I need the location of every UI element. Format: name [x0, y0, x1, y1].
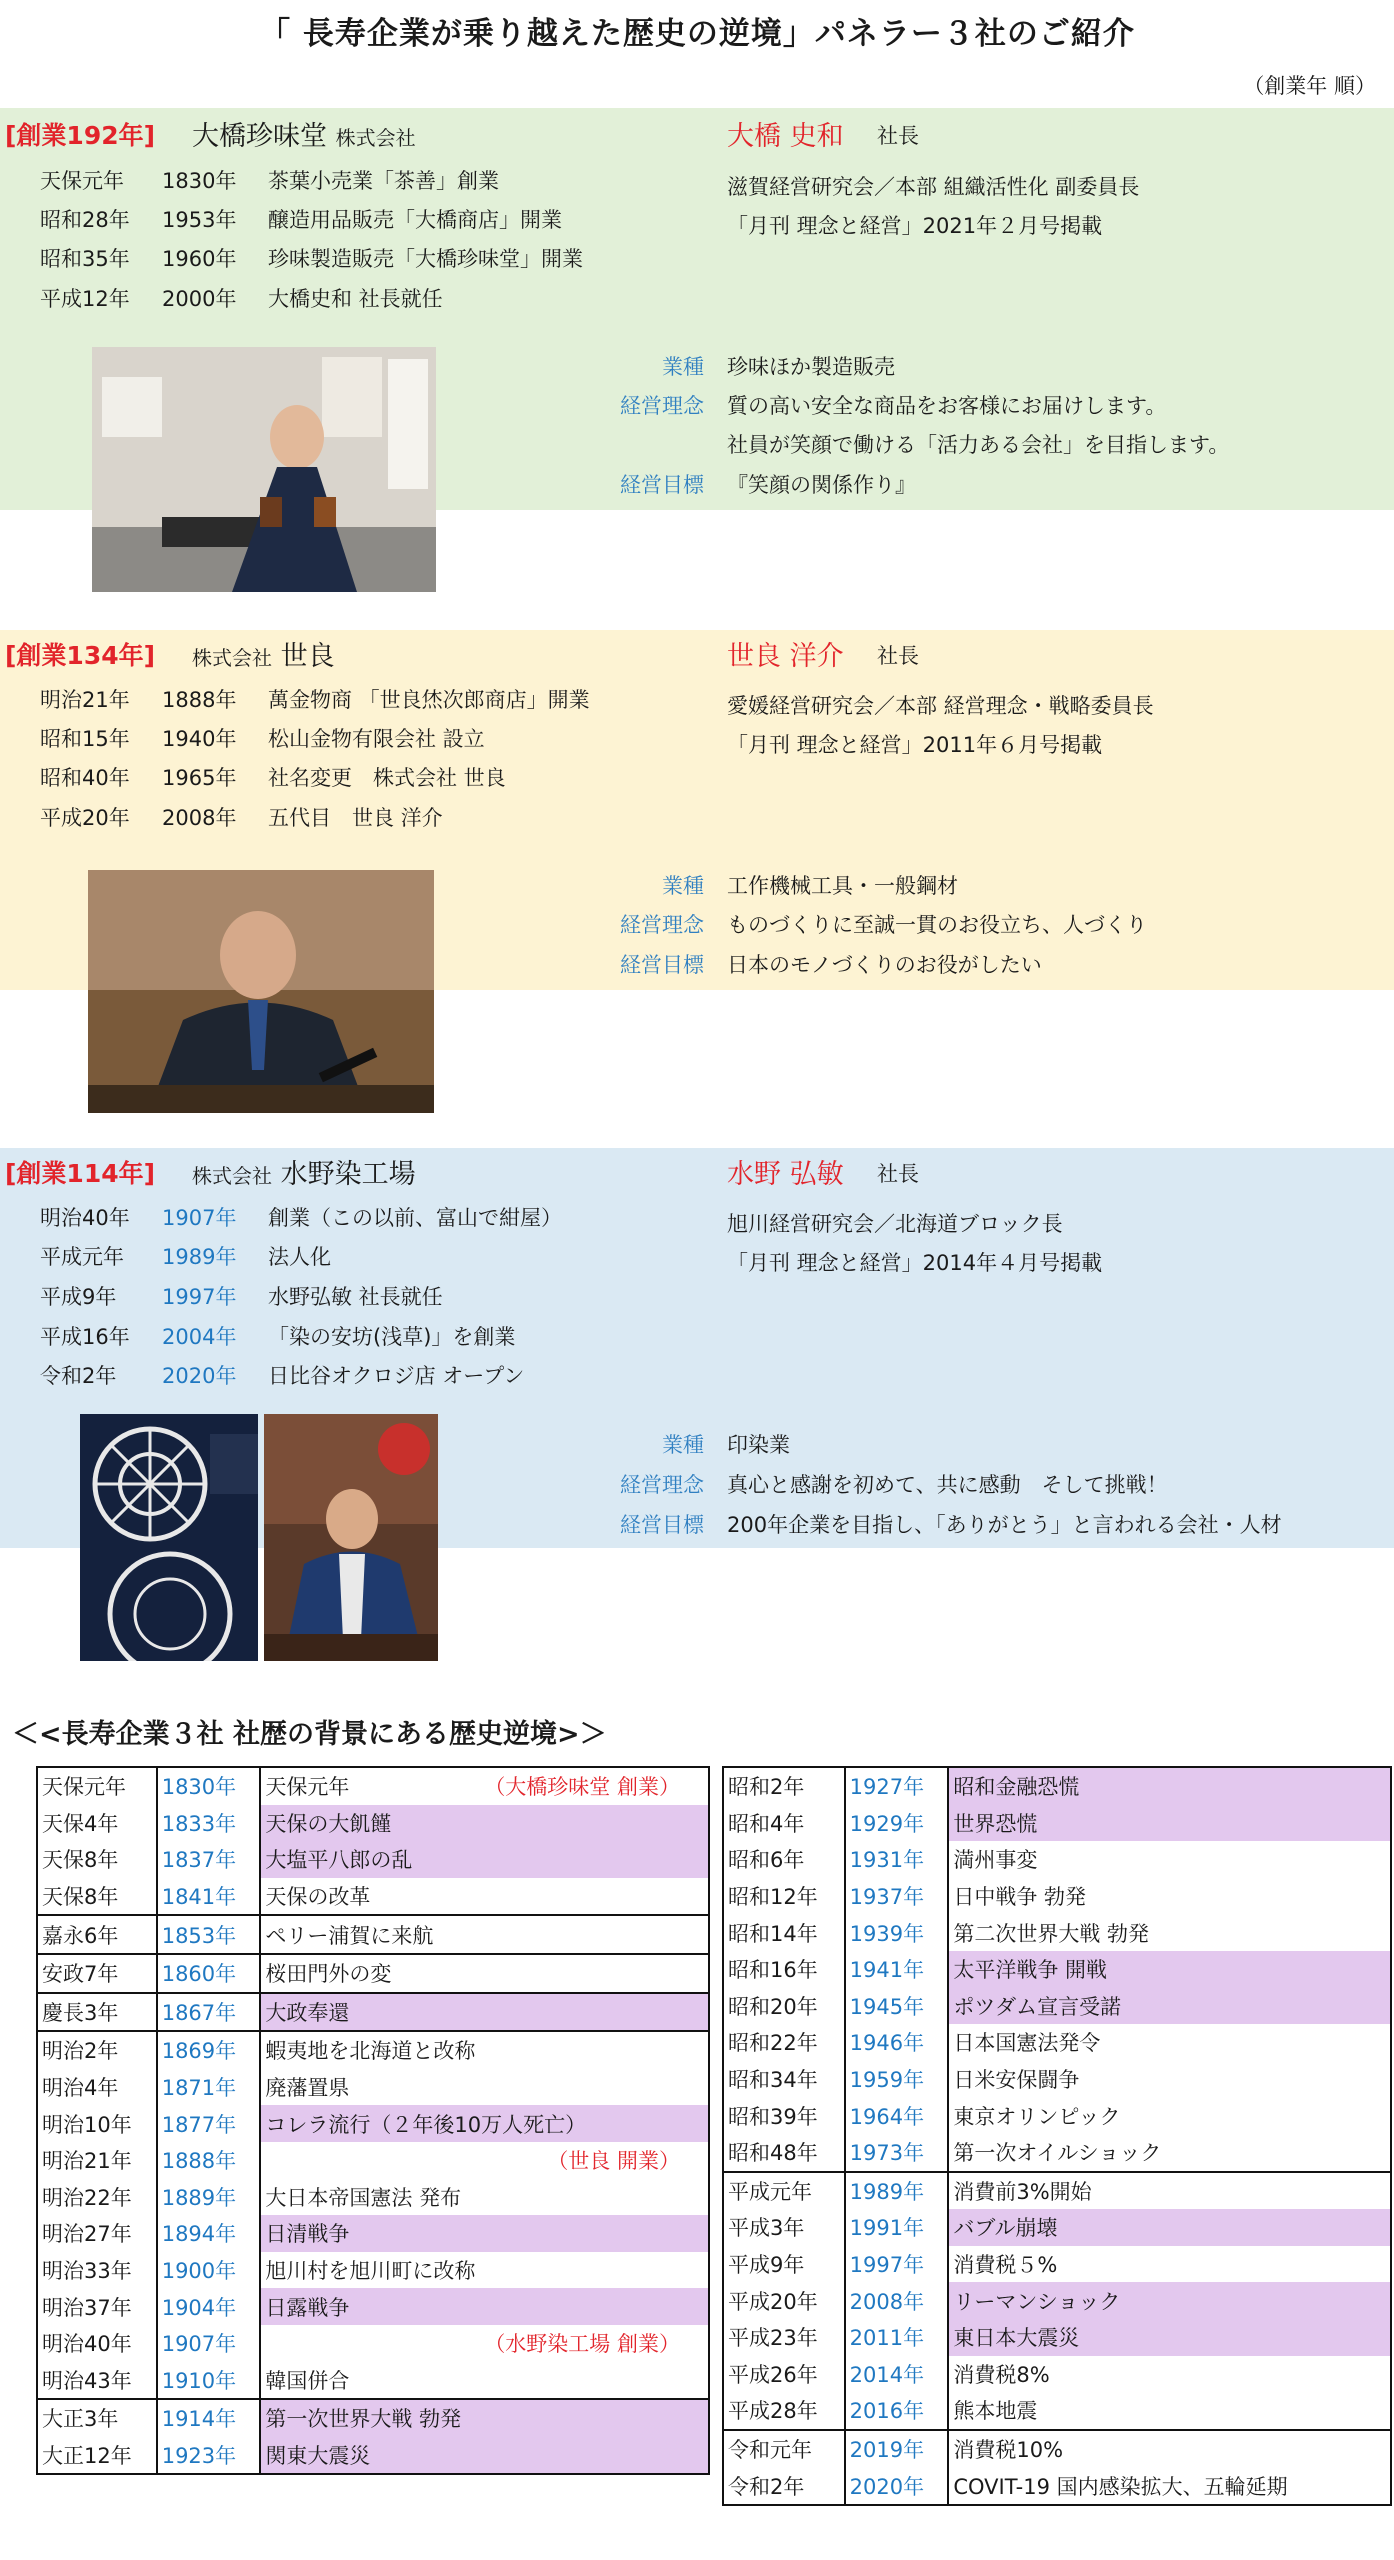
president-photo: [264, 1414, 438, 1661]
label-industry: 業種: [662, 355, 704, 379]
table-row: 昭和6年 1931年 満州事変: [723, 1841, 1391, 1878]
table-row: 明治2年 1869年 蝦夷地を北海道と改称: [37, 2031, 709, 2069]
dyed-fabric-photo: [80, 1414, 258, 1661]
table-row: 天保8年 1837年 大塩平八郎の乱: [37, 1841, 709, 1878]
table-row: 昭和39年 1964年 東京オリンピック: [723, 2097, 1391, 2134]
table-row: 明治4年 1871年 廃藩置県: [37, 2069, 709, 2106]
company-name: 株式会社 水野染工場: [192, 1159, 416, 1190]
table-row: 平成23年 2011年 東日本大震災: [723, 2319, 1391, 2356]
table-row: 明治40年 1907年 （水野染工場 創業）: [37, 2325, 709, 2362]
label-goal: 経営目標: [620, 953, 704, 977]
profile-line: 旭川経営研究会／北海道ブロック長: [727, 1212, 1063, 1236]
company-name: 株式会社 世良: [192, 641, 335, 672]
table-row: 天保元年 1830年 天保元年 （大橋珍味堂 創業）: [37, 1767, 709, 1805]
table-row: 安政7年 1860年 桜田門外の変: [37, 1954, 709, 1993]
page-title: 「 長寿企業が乗り越えた歴史の逆境」パネラー３社のご紹介: [259, 16, 1135, 52]
table-row: 平成28年 2016年 熊本地震: [723, 2392, 1391, 2430]
table-row: 昭和22年 1946年 日本国憲法発令: [723, 2024, 1391, 2061]
label-goal: 経営目標: [620, 1513, 704, 1537]
table-row: 天保4年 1833年 天保の大飢饉: [37, 1805, 709, 1842]
label-philosophy: 経営理念: [620, 1473, 704, 1497]
table-row: 平成元年 1989年 消費前3%開始: [723, 2172, 1391, 2210]
label-philosophy: 経営理念: [620, 913, 704, 937]
table-row: 明治22年 1889年 大日本帝国憲法 発布: [37, 2179, 709, 2216]
profile-line: 「月刊 理念と経営」2011年６月号掲載: [727, 733, 1103, 757]
table-row: 令和2年 2020年 COVIT-19 国内感染拡大、五輪延期: [723, 2467, 1391, 2505]
table-row: 昭和16年 1941年 太平洋戦争 開戦: [723, 1951, 1391, 1988]
profile-line: 愛媛経営研究会／本部 経営理念・戦略委員長: [727, 694, 1154, 718]
company-panel-sera: [創業134年] 株式会社 世良 世良 洋介 社長 明治21年 1888年 萬金物商 「世良烋次郎商店」開業 昭和15年 1940年 松山金物有限会社 設立 昭和40年 1965年 社名変更 株式会社 世良 平成20年 2008年 五代目 世良 洋介 愛媛経営研究会／本部 経営理念・戦略委員長 「月刊 理念と経営」2011年６月号掲載 業種 工作機械工具・一般鋼材 経営理念 ものづくりに至誠一貫のお役立ち、人づくり 経営目標 日本のモノづくりのお役がしたい: [0, 630, 1394, 990]
label-industry: 業種: [662, 1433, 704, 1457]
table-row: 昭和12年 1937年 日中戦争 勃発: [723, 1878, 1391, 1915]
company-age: [創業192年]: [5, 121, 156, 150]
president-title: 社長: [877, 1162, 919, 1186]
table-row: 慶長3年 1867年 大政奉還: [37, 1993, 709, 2032]
table-row: 昭和34年 1959年 日米安保闘争: [723, 2061, 1391, 2098]
company-age: [創業134年]: [5, 641, 156, 670]
company-name: 大橋珍味堂 株式会社: [192, 121, 416, 152]
tables-heading: ＜<長寿企業３社 社歴の背景にある歴史逆境>＞: [12, 1719, 607, 1750]
history-table-right: [722, 1766, 1392, 2506]
table-row: 明治27年 1894年 日清戦争: [37, 2215, 709, 2252]
president-title: 社長: [877, 644, 919, 668]
table-row: 昭和2年 1927年 昭和金融恐慌: [723, 1767, 1391, 1805]
label-philosophy: 経営理念: [620, 394, 704, 418]
president-title: 社長: [877, 124, 919, 148]
table-row: 平成3年 1991年 バブル崩壊: [723, 2209, 1391, 2246]
table-row: 昭和4年 1929年 世界恐慌: [723, 1805, 1391, 1842]
table-row: 昭和20年 1945年 ポツダム宣言受諾: [723, 1988, 1391, 2025]
history-table-left: [36, 1766, 710, 2475]
profile-line: 「月刊 理念と経営」2014年４月号掲載: [727, 1251, 1103, 1275]
company-age: [創業114年]: [5, 1159, 156, 1188]
table-row: 平成9年 1997年 消費税５%: [723, 2246, 1391, 2283]
table-row: 大正12年 1923年 関東大震災: [37, 2437, 709, 2475]
table-row: 昭和48年 1973年 第一次オイルショック: [723, 2134, 1391, 2172]
table-row: 明治21年 1888年 （世良 開業）: [37, 2142, 709, 2179]
profile-line: 滋賀経営研究会／本部 組織活性化 副委員長: [727, 175, 1140, 199]
president-photo: [88, 870, 434, 1113]
company-panel-mizuno: [創業114年] 株式会社 水野染工場 水野 弘敏 社長 明治40年 1907年 創業（この以前、富山で紺屋） 平成元年 1989年 法人化 平成9年 1997年 水野弘敏 社長就任 平成16年 2004年 「染の安坊(浅草)」を創業 令和2年 2020年 日比谷オクロジ店 オープン 旭川経営研究会／北海道ブロック長 「月刊 理念と経営」2014年４月号掲載 業種 印染業 経営理念 真心と感謝を初めて、共に感動 そして挑戦！ 経営目標 200年企業を目指し、「ありがとう」と言われる会社・人材: [0, 1148, 1394, 1548]
table-row: 明治33年 1900年 旭川村を旭川町に改称: [37, 2252, 709, 2289]
table-row: 嘉永6年 1853年 ペリー浦賀に来航: [37, 1915, 709, 1954]
table-row: 明治37年 1904年 日露戦争: [37, 2288, 709, 2325]
company-panel-ohashi: [創業192年] 大橋珍味堂 株式会社 大橋 史和 社長 天保元年 1830年 茶葉小売業「茶善」創業 昭和28年 1953年 醸造用品販売「大橋商店」開業 昭和35年 1960年 珍味製造販売「大橋珍味堂」開業 平成12年 2000年 大橋史和 社長就任 滋賀経営研究会／本部 組織活性化 副委員長 「月刊 理念と経営」2021年２月号掲載 業種 珍味ほか製造販売 経営理念 質の高い安全な商品をお客様にお届けします。 社員が笑顔で働ける「活力ある会社」を目指します。 経営目標 『笑顔の関係作り』: [0, 108, 1394, 510]
president-photo: [92, 347, 436, 592]
label-goal: 経営目標: [620, 473, 704, 497]
table-row: 平成26年 2014年 消費税8%: [723, 2356, 1391, 2393]
president-name: 水野 弘敏: [727, 1159, 844, 1190]
table-row: 昭和14年 1939年 第二次世界大戦 勃発: [723, 1914, 1391, 1951]
table-row: 天保8年 1841年 天保の改革: [37, 1878, 709, 1916]
table-row: 令和元年 2019年 消費税10%: [723, 2430, 1391, 2468]
profile-line: 「月刊 理念と経営」2021年２月号掲載: [727, 214, 1103, 238]
label-industry: 業種: [662, 874, 704, 898]
table-row: 明治10年 1877年 コレラ流行（２年後10万人死亡）: [37, 2105, 709, 2142]
order-note: （創業年 順）: [1243, 74, 1376, 98]
president-name: 世良 洋介: [727, 641, 844, 672]
president-name: 大橋 史和: [727, 121, 844, 152]
table-row: 大正3年 1914年 第一次世界大戦 勃発: [37, 2399, 709, 2437]
table-row: 明治43年 1910年 韓国併合: [37, 2362, 709, 2400]
table-row: 平成20年 2008年 リーマンショック: [723, 2282, 1391, 2319]
